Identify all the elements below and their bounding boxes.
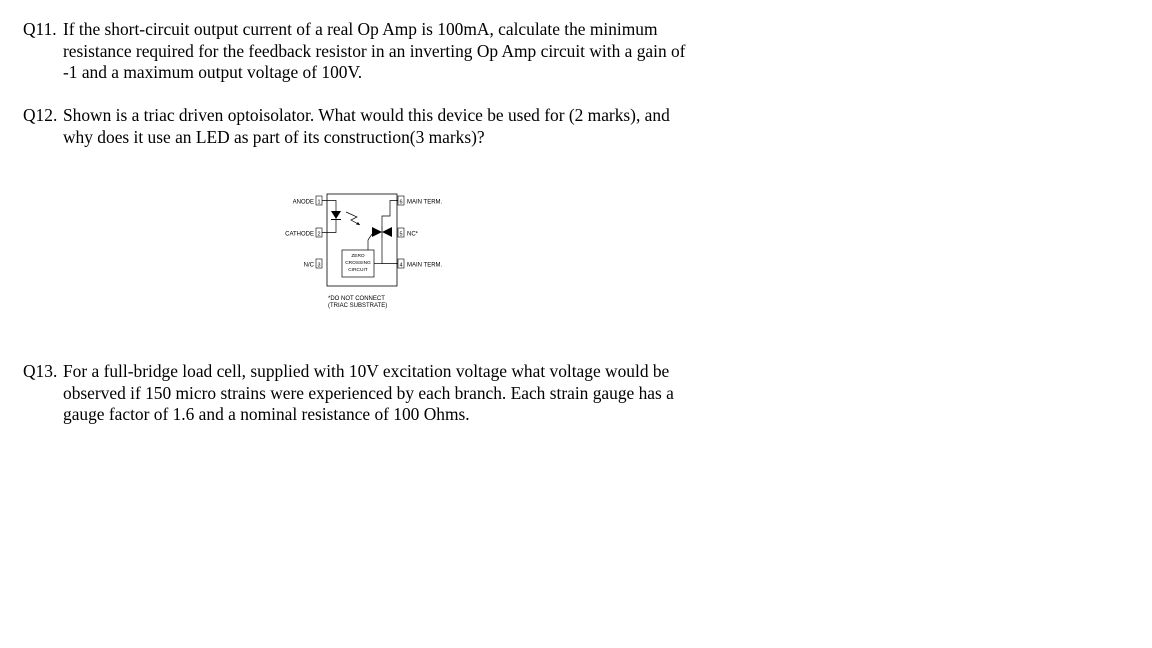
question-13-number: Q13. [23,361,58,381]
zero-crossing-line-2: CROSSING [345,261,371,266]
question-11-line-1 [23,19,763,41]
pin-num-5: 5 [399,231,403,238]
triac-top-wire [382,201,398,227]
question-12-line-1 [23,105,763,127]
led-icon [331,211,341,219]
question-13-text-3: gauge factor of 1.6 and a nominal resistance of 100 Ohms. [63,404,470,424]
question-11-text-2: resistance required for the feedback resistor in an inverting Op Amp circuit with a gain of [63,40,686,61]
pin-label-nc-star: NC* [407,231,419,238]
pin-num-3: 3 [317,262,321,269]
pin-label-main-term-4: MAIN TERM. [407,262,443,269]
zero-crossing-line-3: CIRCUIT [348,268,368,273]
question-11-text-1: If the short-circuit output current of a real Op Amp is 100mA, calculate the minimum [63,19,658,39]
cathode-wire [322,220,336,233]
question-13-line-1 [23,361,763,383]
triac-icon-b [382,227,392,237]
question-13 [23,361,763,426]
question-11-number: Q11. [23,19,57,39]
question-12-text-2: why does it use an LED as part of its construction(3 marks)? [63,126,485,147]
triac-optoisolator-diagram [280,190,460,315]
question-13-text-1: For a full-bridge load cell, supplied with 10V excitation voltage what voltage would be [63,361,670,381]
question-12-text-1: Shown is a triac driven optoisolator. What would this device be used for (2 marks), and [63,105,670,125]
triac-bottom-wire [382,238,398,264]
anode-wire [322,201,336,212]
pin-label-nc: N/C [303,262,314,269]
question-12-number: Q12. [23,105,58,125]
pin-label-cathode: CATHODE [285,231,314,238]
pin-num-4: 4 [399,262,403,269]
question-11-text-3: -1 and a maximum output voltage of 100V. [63,62,363,82]
pin-num-2: 2 [317,231,321,238]
triac-gate [368,234,372,240]
pin-num-1: 1 [317,199,321,206]
triac-icon-a [372,227,382,237]
pin-label-anode: ANODE [292,199,314,206]
question-12 [23,105,763,148]
zero-crossing-line-1: ZERO [351,254,365,259]
footnote-line-1: *DO NOT CONNECT [328,296,385,302]
pin-label-main-term-6: MAIN TERM. [407,199,443,206]
question-13-text-2: observed if 150 micro strains were experienced by each branch. Each strain gauge has a [63,382,674,403]
question-11 [23,19,763,84]
pin-num-6: 6 [399,199,403,206]
footnote-line-2: (TRIAC SUBSTRATE) [328,303,388,309]
